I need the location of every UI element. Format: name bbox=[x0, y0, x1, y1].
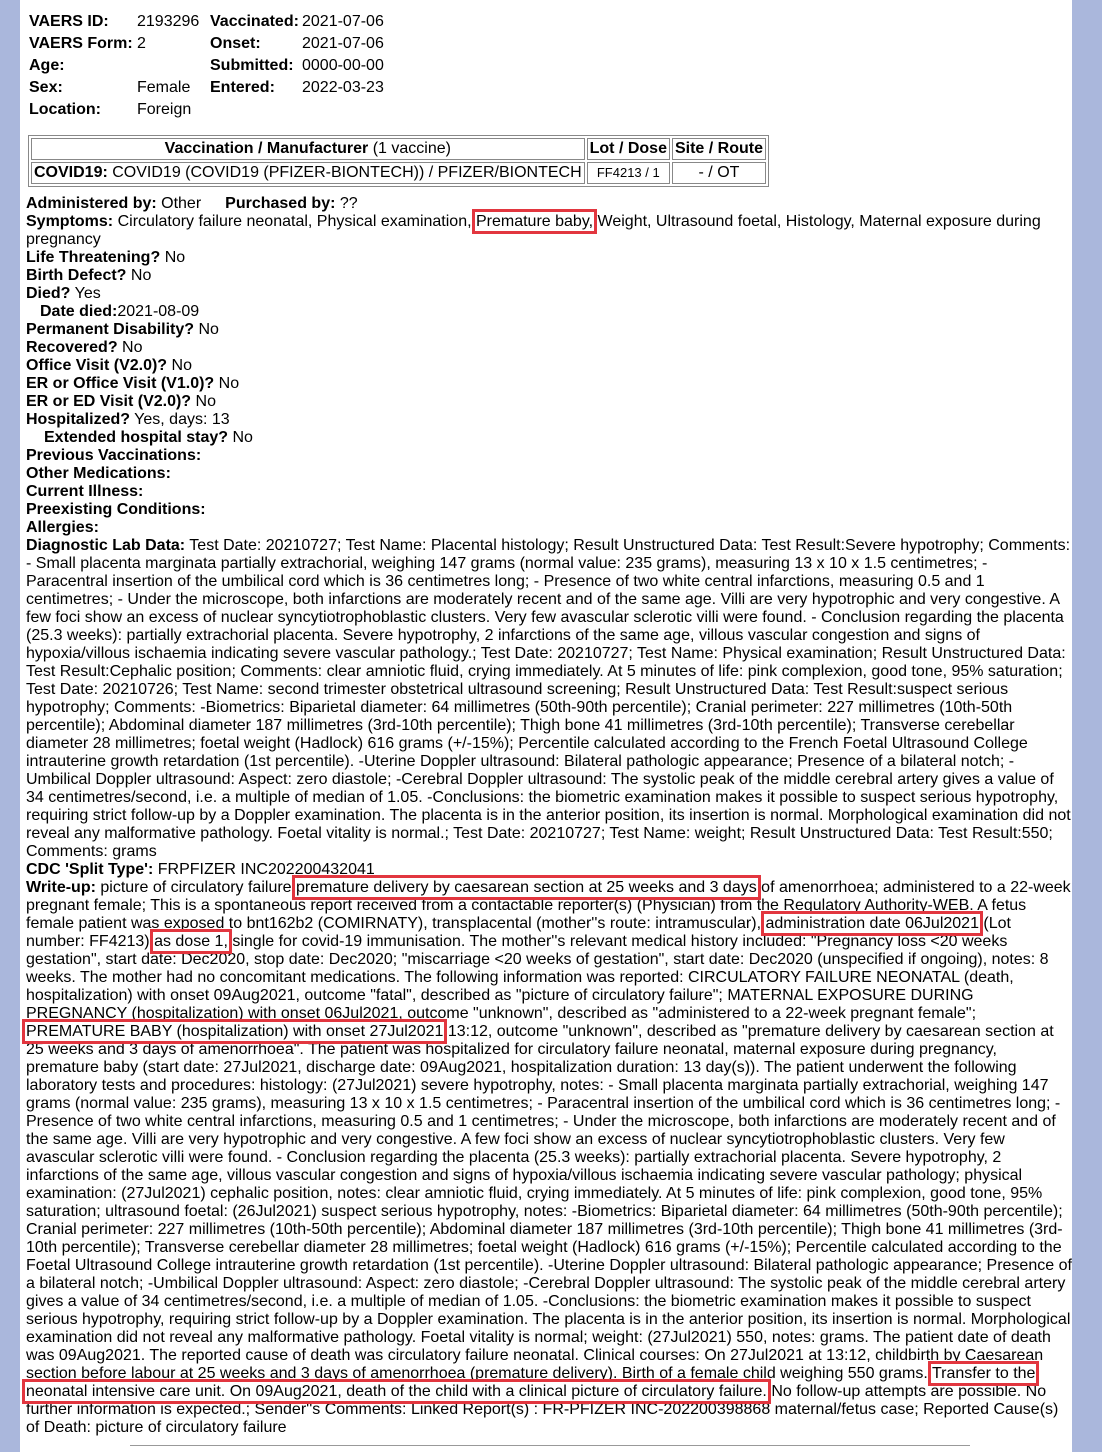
sex-label: Sex: bbox=[29, 79, 63, 96]
diagnostic-text: Test Date: 20210727; Test Name: Placental histology; Result Unstructured Data: Test Result:Severe hypotrophy; Comments: - Small placenta marginata partially extrachorial, weighing 147 grams (normal value: 235 grams), measuring 13 x 10 x 1.5 centimetres; - Paracentral insertion of the umbilical cord which is 36 centimetres long; - Presence of two white central infarctions, measuring 0.5 and 1 centimetres; - Under the microscope, both infarctions are moderately recent and of the same age. Villi are very hypotrophic and very congestive. A few foci show an excess of nuclear syncytiotrophoblastic clusters. Very few avascular sclerotic villi were found. - Conclusion regarding the placenta (25.3 weeks): partially extrachorial placenta. Severe hypotrophy, 2 infarctions of the same age, villous vascular congestion and signs of hypoxia/villous ischaemia indicating severe vascular pathology.; Test Date: 20210727; Test Name: Physical examination; Result Unstructured Data: Test Result:Cephalic position; Comments: clear amniotic fluid, crying immediately. At 5 minutes of life: pink complexion, good tone, 95% saturation; Test Date: 20210726; Test Name: second trimester obstetrical ultrasound screening; Result Unstructured Data: Test Result:suspect serious hypotrophy; Comments: -Biometrics: Biparietal diameter: 64 millimetres (50th-90th percentile); Cranial perimeter: 227 millimetres (10th-50th percentile); Abdominal diameter 187 millimetres (3rd-10th percentile); Thigh bone 41 millimetres (3rd-10th percentile); Transverse cerebellar diameter 28 millimetres; foetal weight (Hadlock) 616 grams (+/-15%); Percentile calculated according to the French Foetal Ultrasound College intrauterine growth retardation (1st percentile). -Uterine Doppler ultrasound: Bilateral pathologic appearance; Presence of a bilateral notch; -Umbilical Doppler ultrasound: Aspect: zero diastole; -Cerebral Doppler ultrasound: The systolic peak of the middle cerebral artery gives a value of 34 centimetres/second, i.e. a multiple of median of 1.05. -Conclusions: the biometric examination makes it possible to suspect serious hypotrophy, requiring strict follow-up by a Doppler examination. The placenta is in the anterior position, its insertion is normal. Morphological examination did not reveal any malformative pathology. Foetal vitality is normal.; Test Date: 20210727; Test Name: weight; Result Unstructured Data: Test Result:550; Comments: grams bbox=[26, 537, 1071, 860]
vaccine-count: (1 vaccine) bbox=[372, 140, 451, 157]
vaers-id-value: 2193296 bbox=[137, 13, 200, 30]
er-office-visit-row bbox=[26, 375, 1072, 393]
birth-defect-label: Birth Defect? bbox=[26, 267, 127, 284]
preexisting-conditions-label: Preexisting Conditions: bbox=[26, 501, 206, 518]
write-up-text-5: 13:12, outcome "unknown", described as "premature delivery by caesarean section at 25 weeks and 3 days of amenorrhoea". The patient was hospitalized for circulatory failure neonatal, maternal exposure during pregnancy, premature baby (start date: 27Jul2021, discharge date: 09Aug2021, hospitalization duration: 13 day(s)). The patient underwent the following laboratory tests and procedures: histology: (27Jul2021) severe hypotrophy, notes: - Small placenta marginata partially extrachorial, weighing 147 grams (normal value: 235 grams), measuring 13 x 10 x 1.5 centimetres; - Paracentral insertion of the umbilical cord which is 36 centimetres long; - Presence of two white central infarctions, measuring 0.5 and 1 centimetres; - Under the microscope, both infarctions are moderately recent and of the same age. Villi are very hypotrophic and very congestive. A few foci show an excess of nuclear syncytiotrophoblastic clusters. Very few avascular sclerotic villi were found. - Conclusion regarding the placenta (25.3 weeks): partially extrachorial placenta. Severe hypotrophy, 2 infarctions of the same age, villous vascular congestion and signs of hypoxia/villous ischaemia indicating severe vascular pathology; physical examination: (27Jul2021) cephalic position, notes: clear amniotic fluid, crying immediately. At 5 minutes of life: pink complexion, good tone, 95% saturation; ultrasound foetal: (26Jul2021) suspect serious hypotrophy, notes: -Biometrics: Biparietal diameter: 64 millimetres (50th-90th percentile); Cranial perimeter: 227 millimetres (10th-50th percentile); Abdominal diameter 187 millimetres (3rd-10th percentile); Thigh bone 41 millimetres (3rd-10th percentile); Transverse cerebellar diameter 28 millimetres; foetal weight (Hadlock) 616 grams (+/-15%); Percentile calculated according to the Foetal Ultrasound College intrauterine growth retardation (1st percentile). -Uterine Doppler ultrasound: Bilateral pathologic appearance; Presence of a bilateral notch; -Umbilical Doppler ultrasound: Aspect: zero diastole; -Cerebral Doppler ultrasound: The systolic peak of the middle cerebral artery gives a value of 34 centimetres/second, i.e. a multiple of median of 1.05. -Conclusions: the biometric examination makes it possible to suspect serious hypotrophy, requiring strict follow-up by a Doppler examination. The placenta is in the anterior position, its insertion is normal. Morphological examination did not reveal any malformative pathology. Foetal vitality is normal; weight: (27Jul2021) 550, notes: grams. The patient date of death was 09Aug2021. The reported cause of death was circulatory failure neonatal. Clinical courses: On 27Jul2021 at 13:12, childbirth by Caesarean section before labour at 25 weeks and 3 days of amenorrhoea (premature delivery). Birth of a female child weighing 550 grams. bbox=[26, 1023, 1072, 1382]
date-died-row bbox=[26, 303, 1072, 321]
col-lot-dose: Lot / Dose bbox=[587, 138, 670, 160]
symptoms-label: Symptoms: bbox=[26, 213, 114, 230]
date-died-value: 2021-08-09 bbox=[117, 303, 200, 320]
purchased-value: ?? bbox=[339, 195, 358, 212]
vaccine-type: COVID19: bbox=[34, 164, 108, 181]
died-row bbox=[26, 285, 1072, 303]
permanent-disability-value: No bbox=[198, 321, 219, 338]
extended-stay-value: No bbox=[232, 429, 253, 446]
write-up-highlight-3: as dose 1, bbox=[154, 933, 228, 950]
submitted-label: Submitted: bbox=[210, 57, 294, 74]
administered-row bbox=[26, 195, 1072, 213]
er-office-visit-label: ER or Office Visit (V1.0)? bbox=[26, 375, 215, 392]
permanent-disability-row bbox=[26, 321, 1072, 339]
site-route-cell: - / OT bbox=[672, 162, 766, 184]
purchased-label: Purchased by: bbox=[225, 195, 336, 212]
life-threatening-row bbox=[26, 249, 1072, 267]
er-ed-visit-value: No bbox=[195, 393, 216, 410]
vaers-form-label: VAERS Form: bbox=[29, 35, 133, 52]
write-up-text-4: single for covid-19 immunisation. The mother''s relevant medical history included: "Pregnancy loss <20 weeks gestation", start date: Dec2020, stop date: Dec2020; "miscarriage <20 weeks of gestation", start date: Dec2020 (unspecified if ongoing), notes: 8 weeks. The mother had no concomitant medications. The following information was reported: CIRCULATORY FAILURE NEONATAL (death, hospitalization) with onset 09Aug2021, outcome "fatal", described as "picture of circulatory failure"; MATERNAL EXPOSURE DURING PREGNANCY (hospitalization) with onset 06Jul2021, outcome "unknown", described as "administered to a 22-week pregnant female"; bbox=[26, 933, 1049, 1022]
write-up-text-2: of amenorrhoea; administered to a 22-week pregnant female; This is a spontaneous report received from a contactable reporter(s) (Physician) from the Regulatory Authority-WEB. A fetus female patient was exposed to bnt162b2 (COMIRNATY), transplacental (mother''s route: intramuscular), bbox=[26, 879, 1071, 932]
write-up-highlight-5: Transfer to the neonatal intensive care unit. On 09Aug2021, death of the child with a clinical picture of circulatory failure. bbox=[26, 1365, 1036, 1400]
birth-defect-row bbox=[26, 267, 1072, 285]
office-visit-label: Office Visit (V2.0)? bbox=[26, 357, 168, 374]
write-up-highlight-4: PREMATURE BABY (hospitalization) with onset 27Jul2021 bbox=[26, 1023, 444, 1040]
bottom-divider bbox=[130, 1445, 970, 1446]
entered-value: 2022-03-23 bbox=[302, 79, 384, 96]
allergies-label: Allergies: bbox=[26, 519, 99, 536]
col-site-route: Site / Route bbox=[672, 138, 766, 160]
symptoms-text-a: Circulatory failure neonatal, Physical examination, bbox=[117, 213, 472, 230]
vaccinated-value: 2021-07-06 bbox=[302, 13, 384, 30]
table-row bbox=[31, 162, 766, 184]
er-ed-visit-label: ER or ED Visit (V2.0)? bbox=[26, 393, 192, 410]
write-up-label: Write-up: bbox=[26, 879, 96, 896]
diagnostic-label: Diagnostic Lab Data: bbox=[26, 537, 186, 554]
died-value: Yes bbox=[74, 285, 101, 302]
died-label: Died? bbox=[26, 285, 71, 302]
write-up-text-3: (Lot number: FF4213) bbox=[26, 915, 1011, 950]
location-value: Foreign bbox=[137, 101, 192, 118]
age-label: Age: bbox=[29, 57, 65, 74]
write-up bbox=[26, 879, 1072, 1437]
hospitalized-label: Hospitalized? bbox=[26, 411, 131, 428]
recovered-row bbox=[26, 339, 1072, 357]
report-body bbox=[26, 195, 1072, 1437]
office-visit-value: No bbox=[171, 357, 192, 374]
location-label: Location: bbox=[29, 101, 101, 118]
split-type-label: CDC 'Split Type': bbox=[26, 861, 154, 878]
vaccinated-label: Vaccinated: bbox=[210, 13, 299, 30]
write-up-highlight-1: premature delivery by caesarean section at 25 weeks and 3 days bbox=[296, 879, 757, 896]
recovered-label: Recovered? bbox=[26, 339, 118, 356]
administered-label: Administered by: bbox=[26, 195, 157, 212]
vaers-id-label: VAERS ID: bbox=[29, 13, 109, 30]
current-illness-label: Current Illness: bbox=[26, 483, 144, 500]
hospitalized-row bbox=[26, 411, 1072, 429]
symptoms-highlight: Premature baby, bbox=[475, 213, 594, 230]
write-up-text-1: picture of circulatory failure; bbox=[100, 879, 297, 896]
administered-value: Other bbox=[161, 195, 202, 212]
date-died-label: Date died: bbox=[40, 303, 118, 320]
report-page bbox=[20, 0, 1072, 1452]
vaccine-table-header bbox=[31, 138, 766, 160]
vaccine-table bbox=[28, 135, 769, 187]
vaccine-manufacturer: COVID19 (COVID19 (PFIZER-BIONTECH)) / PFIZER/BIONTECH bbox=[112, 164, 582, 181]
write-up-highlight-2: administration date 06Jul2021 bbox=[765, 915, 979, 932]
vaers-form-value: 2 bbox=[137, 35, 146, 52]
submitted-value: 0000-00-00 bbox=[302, 57, 384, 74]
sex-value: Female bbox=[137, 79, 191, 96]
previous-vaccinations-label: Previous Vaccinations: bbox=[26, 447, 202, 464]
birth-defect-value: No bbox=[130, 267, 152, 284]
lot-dose-cell: FF4213 / 1 bbox=[587, 162, 670, 184]
write-up-text-6: No follow-up attempts are possible. No further information is expected.; Sender''s Comments: Linked Report(s) : FR-PFIZER INC-202200398868 maternal/fetus case; Reported Cause(s) of Death: picture of circulatory failure bbox=[26, 1383, 1059, 1436]
symptoms-text-b: Weight, Ultrasound foetal, Histology, Maternal exposure during pregnancy bbox=[26, 213, 1041, 248]
onset-value: 2021-07-06 bbox=[302, 35, 384, 52]
life-threatening-value: No bbox=[164, 249, 186, 266]
col-vaccination-label: Vaccination / Manufacturer bbox=[164, 140, 369, 157]
extended-stay-row bbox=[26, 429, 1072, 447]
vaccine-cell bbox=[31, 162, 585, 184]
office-visit-row bbox=[26, 357, 1072, 375]
symptoms-row bbox=[26, 213, 1072, 249]
split-type-row bbox=[26, 861, 1072, 879]
extended-stay-label: Extended hospital stay? bbox=[44, 429, 229, 446]
life-threatening-label: Life Threatening? bbox=[26, 249, 161, 266]
hospitalized-value: Yes, days: 13 bbox=[134, 411, 230, 428]
er-office-visit-value: No bbox=[218, 375, 240, 392]
er-ed-visit-row bbox=[26, 393, 1072, 411]
permanent-disability-label: Permanent Disability? bbox=[26, 321, 195, 338]
split-type-value: FRPFIZER INC202200432041 bbox=[157, 861, 375, 878]
diagnostic-lab-data bbox=[26, 537, 1072, 861]
col-vaccination-manufacturer bbox=[31, 138, 585, 160]
onset-label: Onset: bbox=[210, 35, 261, 52]
entered-label: Entered: bbox=[210, 79, 275, 96]
other-medications-label: Other Medications: bbox=[26, 465, 171, 482]
recovered-value: No bbox=[122, 339, 143, 356]
